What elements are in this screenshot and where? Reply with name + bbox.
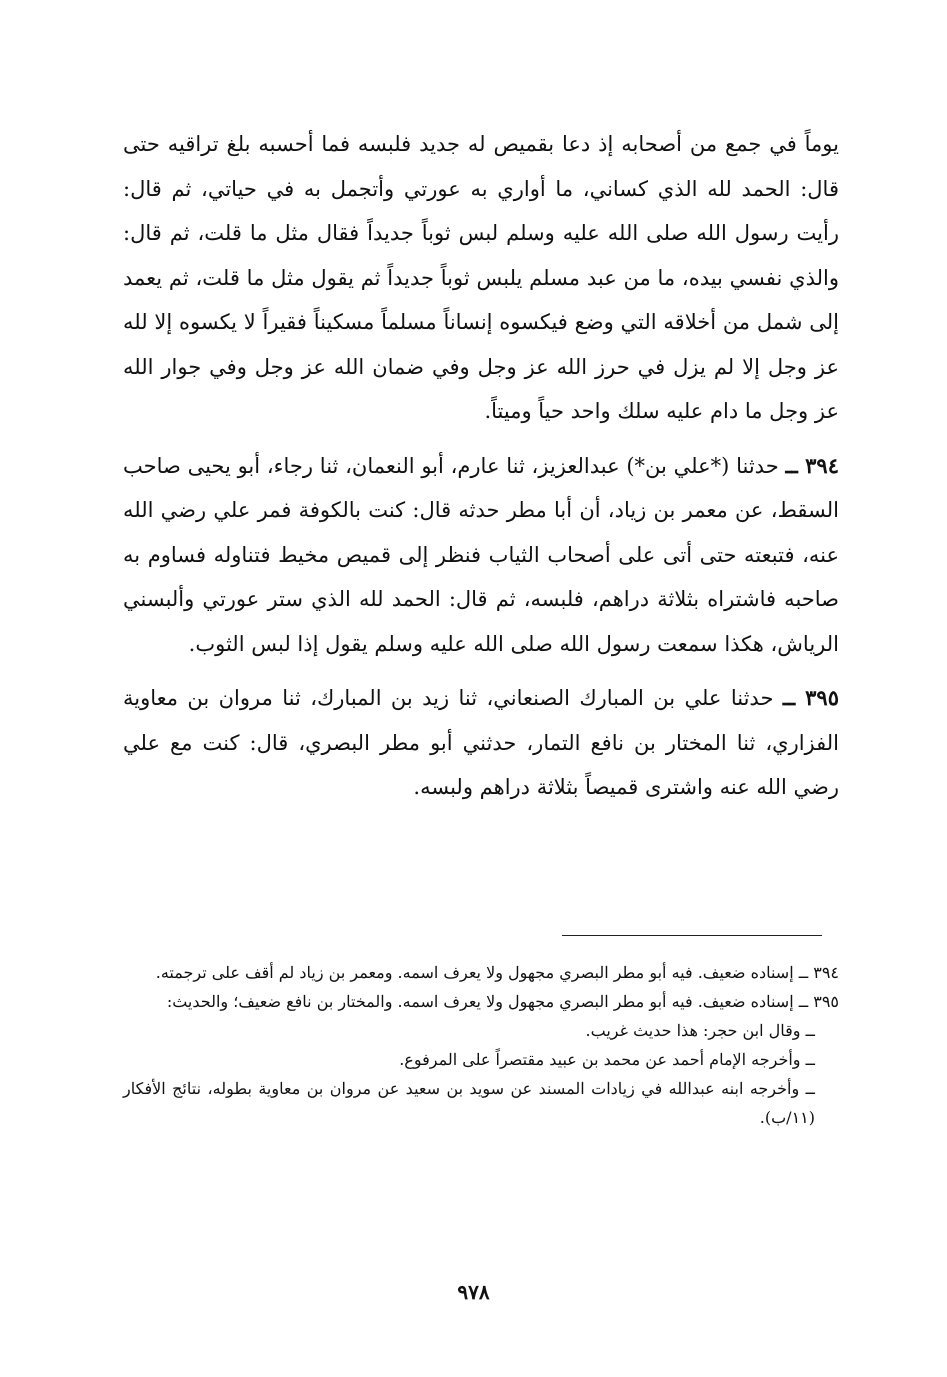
footnote-divider bbox=[562, 935, 822, 936]
page-number: ٩٧٨ bbox=[457, 1280, 490, 1304]
footnote-number: ٣٩٤ ــ bbox=[798, 963, 839, 982]
footnote-text: إسناده ضعيف. فيه أبو مطر البصري مجهول ولا يعرف اسمه. والمختار بن نافع ضعيف؛ والحديث: bbox=[166, 992, 794, 1011]
main-text-body bbox=[123, 122, 839, 820]
paragraph-text: حدثنا علي بن المبارك الصنعاني، ثنا زيد بن المبارك، ثنا مروان بن معاوية الفزاري، ثنا المختار بن نافع التمار، حدثني أبو مطر البصري، قال: كنت مع علي رضي الله عنه واشترى قميصاً بثلاثة دراهم ولبسه. bbox=[123, 686, 839, 799]
footnote-394 bbox=[123, 958, 839, 987]
footnotes-section bbox=[123, 958, 839, 1132]
paragraph-text: يوماً في جمع من أصحابه إذ دعا بقميص له جديد فلبسه فما أحسبه بلغ تراقيه حتى قال: الحمد لله الذي كساني، ما أواري به عورتي وأتجمل به في حياتي، ثم قال: رأيت رسول الله صلى الله عليه وسلم لبس ثوباً جديداً فقال مثل ما قلت، ثم قال: والذي نفسي بيده، ما من عبد مسلم يلبس ثوباً جديداً ثم يقول مثل ما قلت، ثم يعمد إلى شمل من أخلاقه التي وضع فيكسوه إنساناً مسلماً مسكيناً فقيراً لا يكسوه إلا لله عز وجل إلا لم يزل في حرز الله عز وجل وفي ضمان الله عز وجل وفي جوار الله عز وجل ما دام عليه سلك واحد حياً وميتاً. bbox=[123, 132, 839, 423]
hadith-number: ٣٩٤ ــ bbox=[785, 452, 839, 478]
hadith-number: ٣٩٥ ــ bbox=[782, 685, 839, 710]
footnote-395 bbox=[123, 987, 839, 1016]
hadith-paragraph-394 bbox=[123, 444, 839, 667]
footnote-text: إسناده ضعيف. فيه أبو مطر البصري مجهول ولا يعرف اسمه. ومعمر بن زياد لم أقف على ترجمته. bbox=[155, 963, 794, 982]
hadith-paragraph-continued bbox=[123, 122, 839, 434]
footnote-number: ٣٩٥ ــ bbox=[798, 992, 839, 1011]
footnote-sub-item: ــ وقال ابن حجر: هذا حديث غريب. bbox=[585, 1021, 815, 1040]
footnote-sub-item: ــ وأخرجه ابنه عبدالله في زيادات المسند عن سويد بن سعيد عن مروان بن معاوية بطوله، نتائج الأفكار (١١/ب). bbox=[123, 1079, 815, 1127]
footnote-sub-item: ــ وأخرجه الإمام أحمد عن محمد بن عبيد مقتصراً على المرفوع. bbox=[399, 1050, 815, 1069]
hadith-paragraph-395 bbox=[123, 676, 839, 810]
paragraph-text: حدثنا (*علي بن*) عبدالعزيز، ثنا عارم، أبو النعمان، ثنا رجاء، أبو يحيى صاحب السقط، عن معمر بن زياد، أن أبا مطر حدثه قال: كنت بالكوفة فمر علي رضي الله عنه، فتبعته حتى أتى على أصحاب الثياب فنظر إلى قميص مخيط فتناوله فساوم به صاحبه فاشتراه بثلاثة دراهم، فلبسه، ثم قال: الحمد لله الذي ستر عورتي وألبسني الرياش، هكذا سمعت رسول الله صلى الله عليه وسلم يقول إذا لبس الثوب. bbox=[123, 453, 839, 656]
